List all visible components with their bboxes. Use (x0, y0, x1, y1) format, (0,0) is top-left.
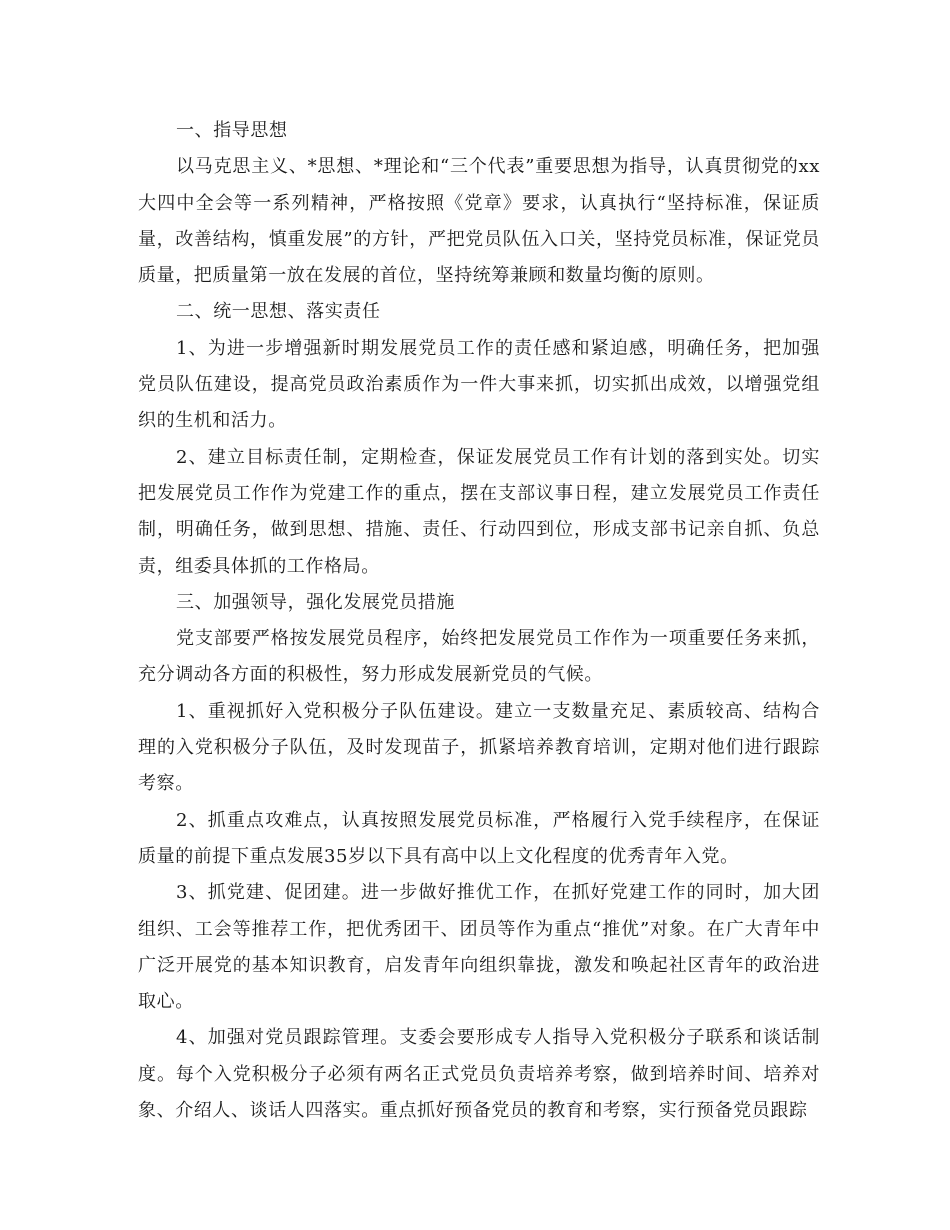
paragraph-3-3: 3、抓党建、促团建。进一步做好推优工作，在抓好党建工作的同时，加大团组织、工会等推荐工作，把优秀团干、团员等作为重点“推优”对象。在广大青年中广泛开展党的基本知识教育，启发青年向组织靠拢，激发和唤起社区青年的政治进取心。 (138, 882, 820, 1013)
paragraph-3-intro: 党支部要严格按发展党员程序，始终把发展党员工作作为一项重要任务来抓，充分调动各方面的积极性，努力形成发展新党员的气候。 (138, 628, 820, 686)
document-body (138, 113, 820, 1129)
paragraph-guiding-thought: 以马克思主义、*思想、*理论和“三个代表”重要思想为指导，认真贯彻党的xx大四中全会等一系列精神，严格按照《党章》要求，认真执行“坚持标准，保证质量，改善结构，慎重发展”的方针，严把党员队伍入口关，坚持党员标准，保证党员质量，把质量第一放在发展的首位，坚持统筹兼顾和数量均衡的原则。 (138, 156, 820, 287)
section-heading-3: 三、加强领导，强化发展党员措施 (176, 591, 455, 613)
paragraph-2-1: 1、为进一步增强新时期发展党员工作的责任感和紧迫感，明确任务，把加强党员队伍建设，提高党员政治素质作为一件大事来抓，切实抓出成效，以增强党组织的生机和活力。 (138, 337, 820, 432)
paragraph-3-4: 4、加强对党员跟踪管理。支委会要形成专人指导入党积极分子联系和谈话制度。每个入党积极分子必须有两名正式党员负责培养考察，做到培养时间、培养对象、介绍人、谈话人四落实。重点抓好预备党员的教育和考察，实行预备党员跟踪 (138, 1027, 820, 1122)
section-heading-1: 一、指导思想 (176, 120, 288, 141)
paragraph-2-2: 2、建立目标责任制，定期检查，保证发展党员工作有计划的落到实处。切实把发展党员工作作为党建工作的重点，摆在支部议事日程，建立发展党员工作责任制，明确任务，做到思想、措施、责任、行动四到位，形成支部书记亲自抓、负总责，组委具体抓的工作格局。 (138, 446, 820, 577)
paragraph-3-2: 2、抓重点攻难点，认真按照发展党员标准，严格履行入党手续程序，在保证质量的前提下重点发展35岁以下具有高中以上文化程度的优秀青年入党。 (138, 809, 820, 867)
section-heading-2: 二、统一思想、落实责任 (176, 301, 381, 323)
paragraph-3-1: 1、重视抓好入党积极分子队伍建设。建立一支数量充足、素质较高、结构合理的入党积极分子队伍，及时发现苗子，抓紧培养教育培训，定期对他们进行跟踪考察。 (138, 700, 820, 795)
